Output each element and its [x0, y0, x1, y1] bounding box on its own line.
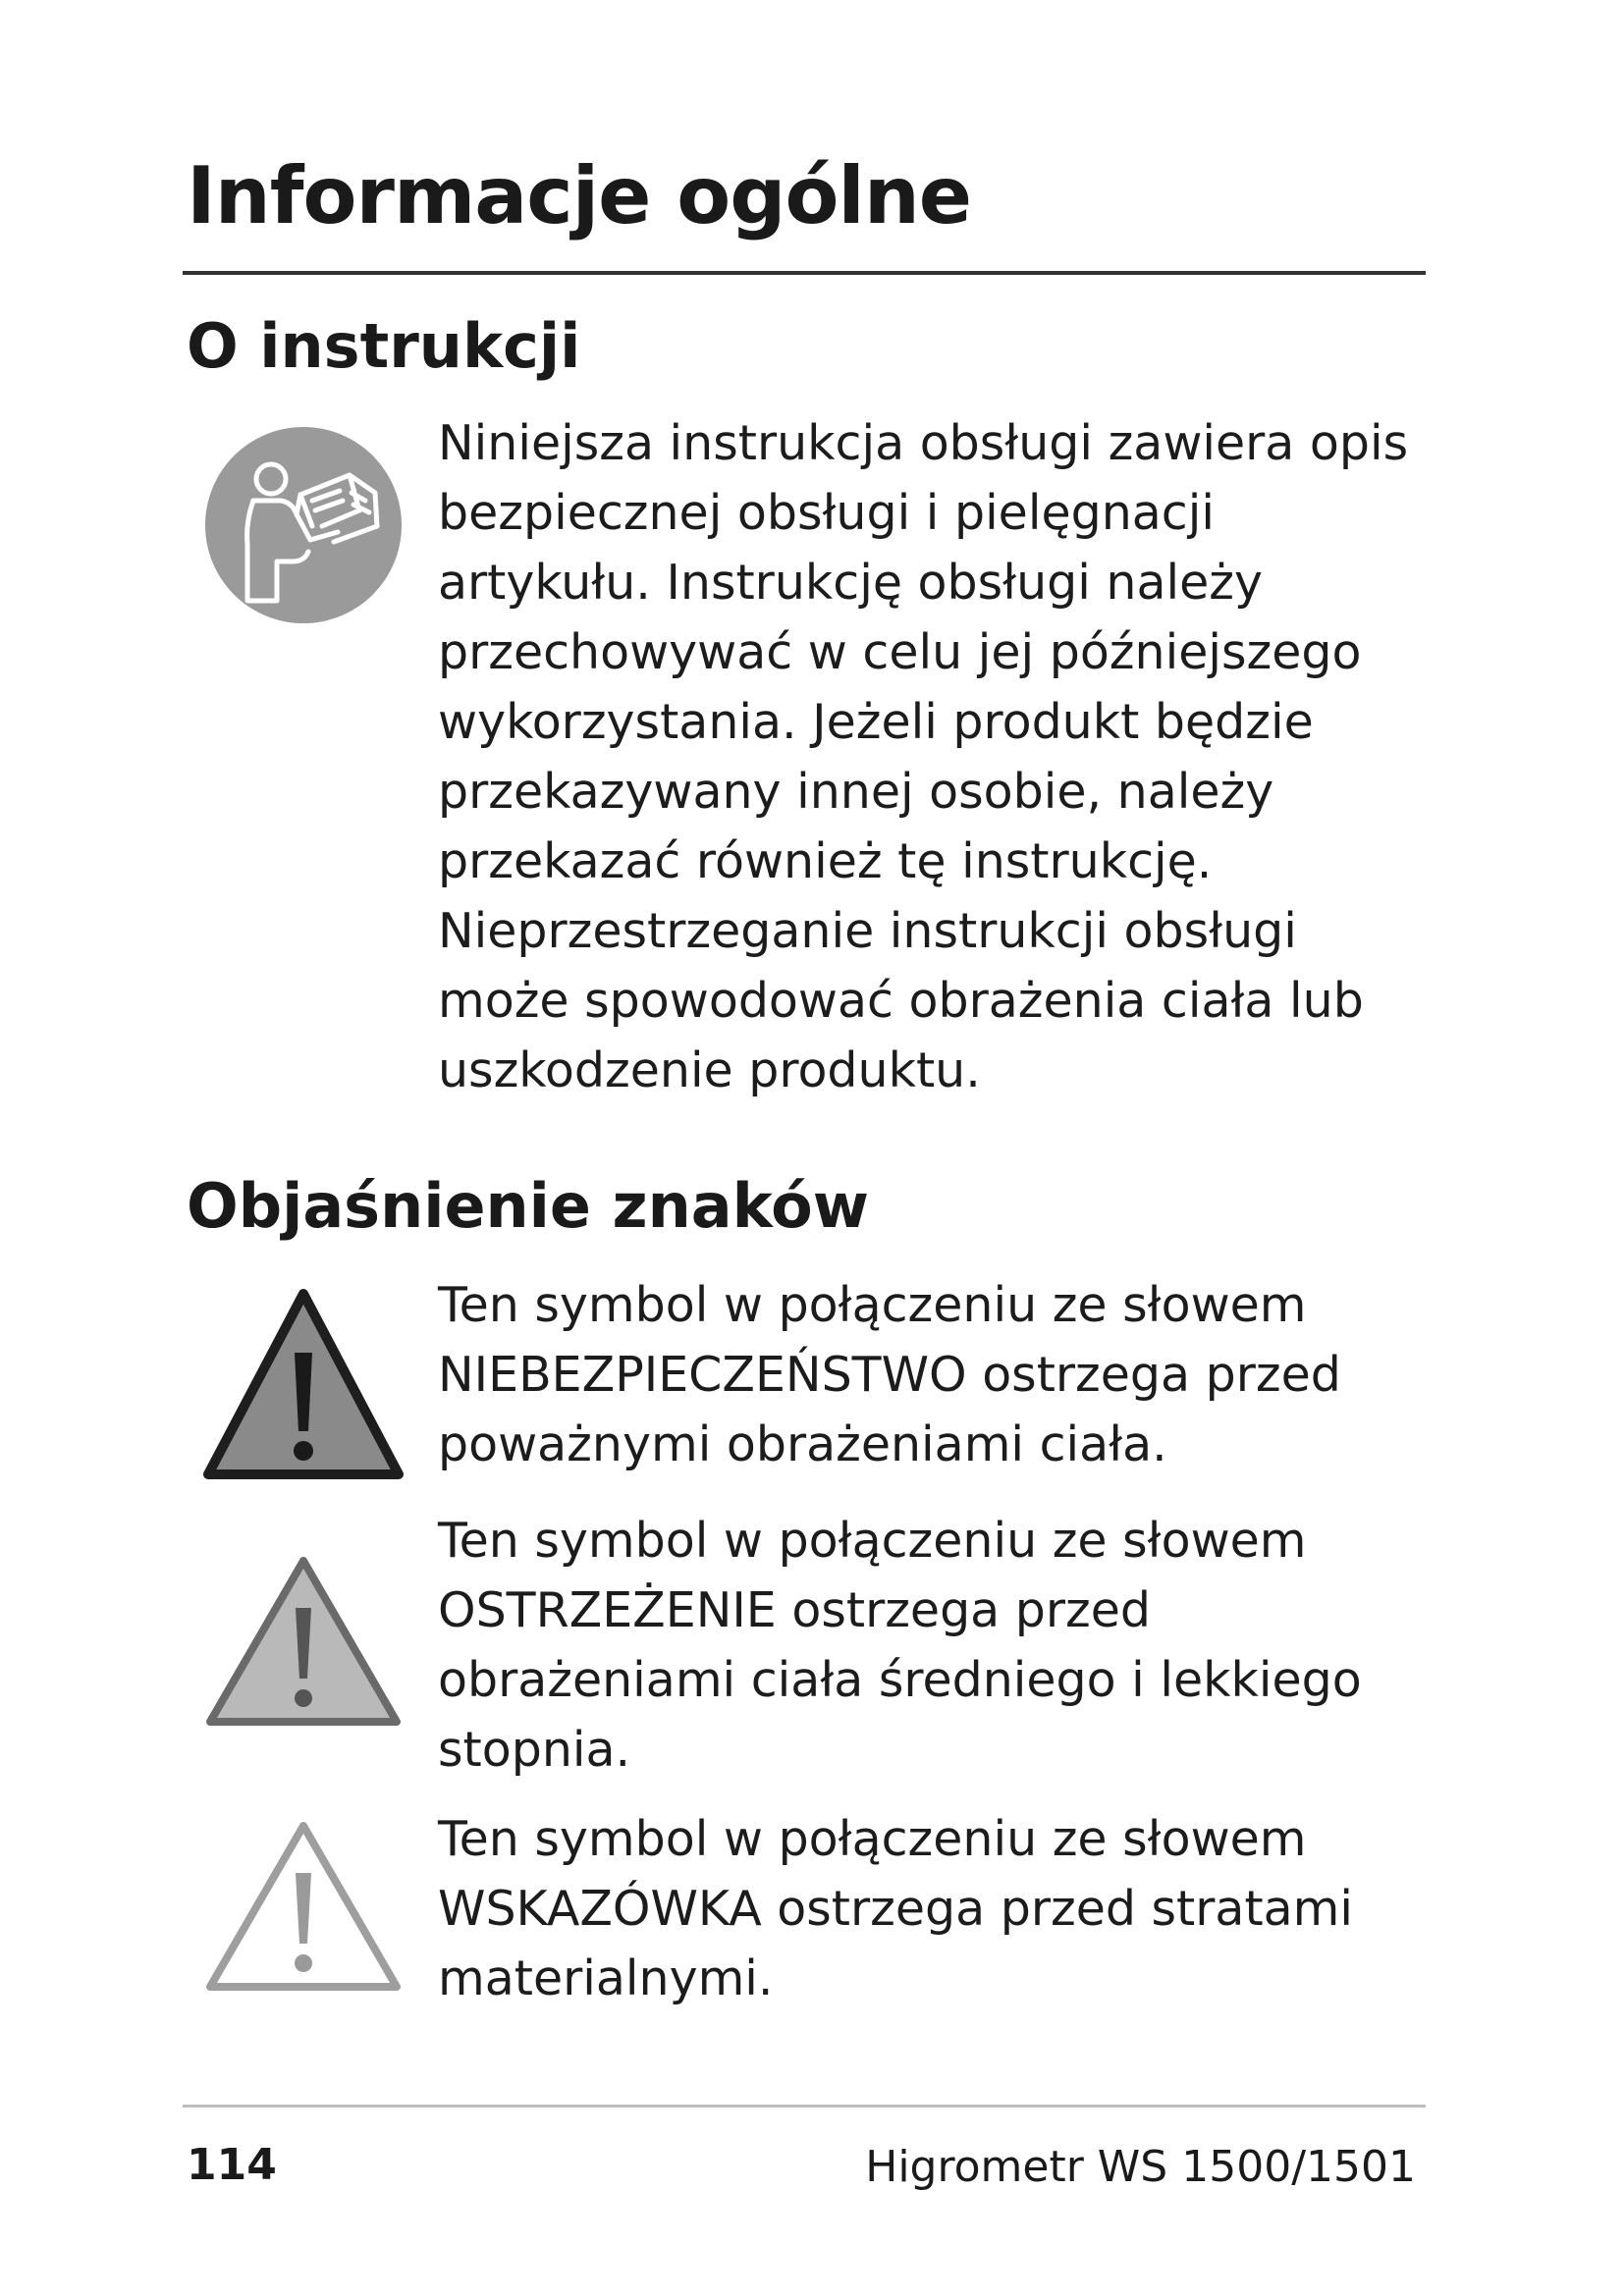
- read-manual-icon: [202, 424, 405, 626]
- notice-description: Ten symbol w połączeniu ze słowem WSKAZÓWKA ostrzega przed stratami materialnymi.: [438, 1811, 1354, 2006]
- warning-description: Ten symbol w połączeniu ze słowem OSTRZEŻENIE ostrzega przed obrażeniami ciała średniego i lekkiego stopnia.: [438, 1513, 1362, 1778]
- danger-triangle-icon: [202, 1286, 405, 1494]
- product-name: Higrometr WS 1500/1501: [865, 2142, 1416, 2192]
- page-number: 114: [187, 2140, 277, 2190]
- about-paragraph: Niniejsza instrukcja obsługi zawiera opis bezpiecznej obsługi i pielęgnacji artykułu. Instrukcję obsługi należy przechowywać w celu jej późniejszego wykorzystania. Jeżeli produkt będzie przekazywany innej osobie, należy przekazać również tę instrukcję. Nieprzestrzeganie instrukcji obsługi może spowodować obrażenia ciała lub uszkodzenie produktu.: [438, 415, 1409, 1098]
- warning-triangle-icon: [202, 1553, 405, 1734]
- page-title: Informacje ogólne: [187, 150, 972, 241]
- section-heading-about: O instrukcji: [187, 310, 581, 382]
- danger-description: Ten symbol w połączeniu ze słowem NIEBEZPIECZEŃSTWO ostrzega przed poważnymi obrażeniami ciała.: [438, 1277, 1341, 1472]
- title-divider: [183, 271, 1426, 275]
- notice-triangle-icon: [202, 1818, 405, 1999]
- section-heading-signs: Objaśnienie znaków: [187, 1170, 870, 1242]
- footer-divider: [183, 2105, 1426, 2108]
